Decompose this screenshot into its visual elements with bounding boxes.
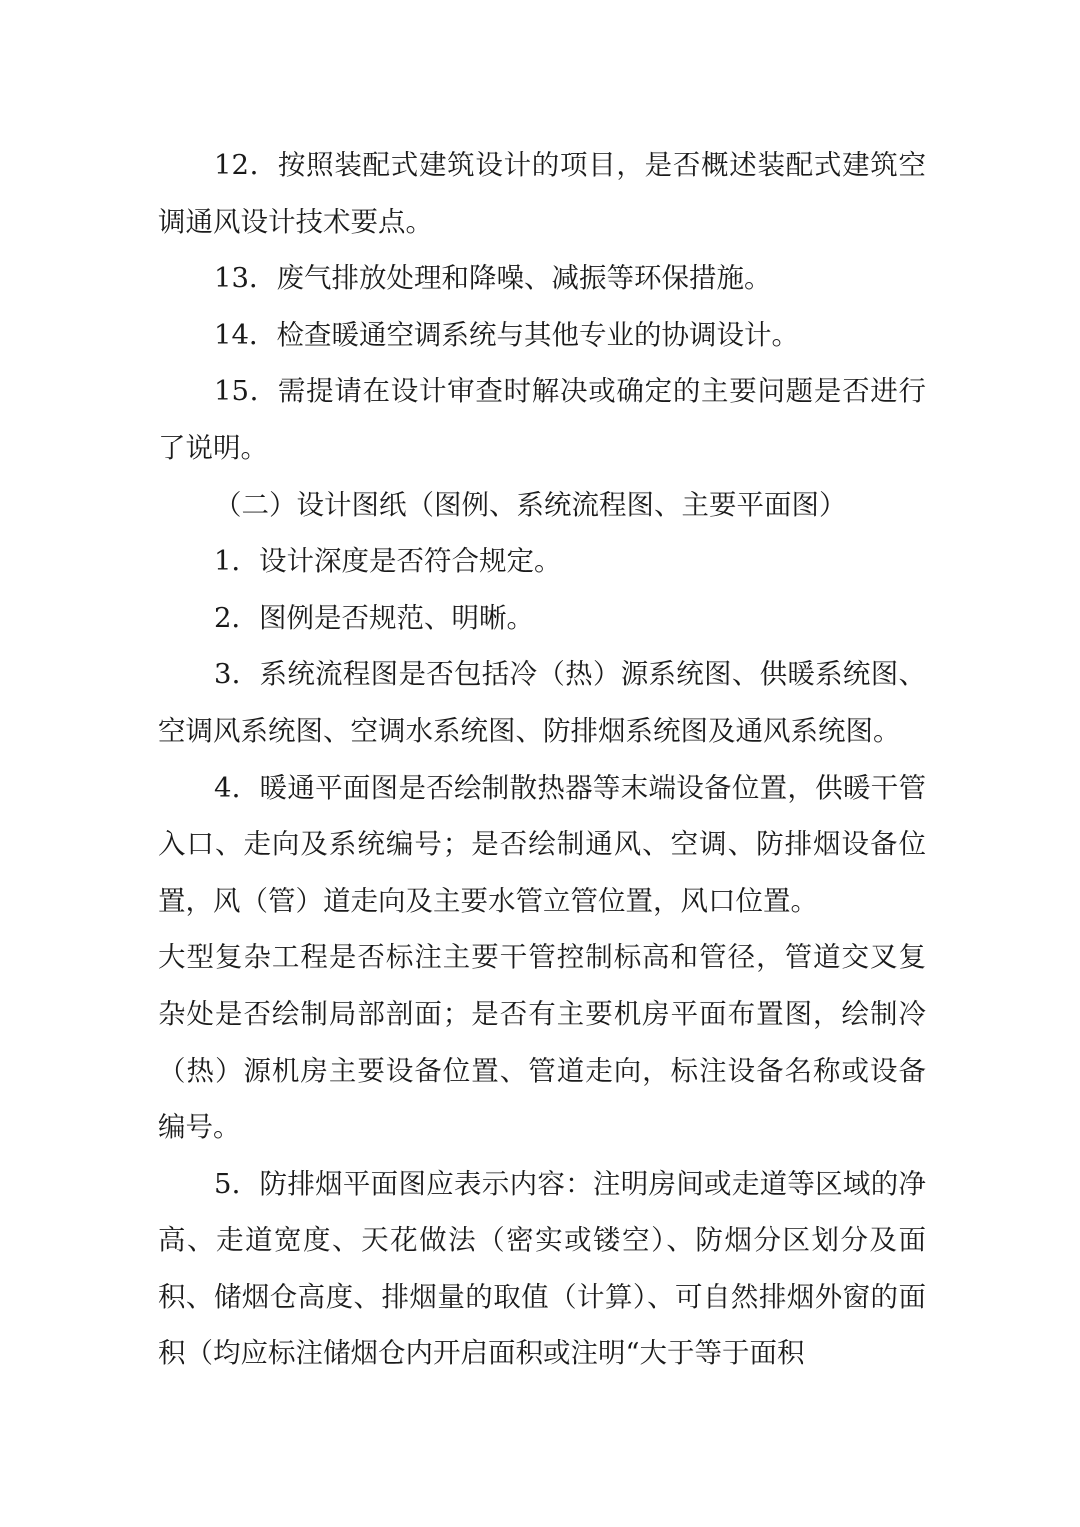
paragraph-item-4: 4．暖通平面图是否绘制散热器等末端设备位置，供暖干管入口、走向及系统编号；是否绘制通风、空调、防排烟设备位置，风（管）道走向及主要水管立管位置，风口位置。	[158, 771, 926, 917]
paragraph-item-12: 12．按照装配式建筑设计的项目，是否概述装配式建筑空调通风设计技术要点。	[158, 149, 926, 238]
paragraph-item-15: 15．需提请在设计审查时解决或确定的主要问题是否进行了说明。	[158, 375, 926, 464]
paragraph-item-4-continued: 大型复杂工程是否标注主要干管控制标高和管径，管道交叉复杂处是否绘制局部剖面；是否有主要机房平面布置图，绘制冷（热）源机房主要设备位置、管道走向，标注设备名称或设备编号。	[158, 941, 926, 1144]
paragraph-item-5: 5．防排烟平面图应表示内容：注明房间或走道等区域的净高、走道宽度、天花做法（密实或镂空）、防烟分区划分及面积、储烟仓高度、排烟量的取值（计算）、可自然排烟外窗的面积（均应标注储烟仓内开启面积或注明“大于等于面积	[158, 1167, 926, 1370]
document-body	[158, 137, 926, 1382]
paragraph-item-1: 1．设计深度是否符合规定。	[214, 545, 562, 578]
section-heading: （二）设计图纸（图例、系统流程图、主要平面图）	[214, 488, 847, 521]
paragraph-item-14: 14．检查暖通空调系统与其他专业的协调设计。	[214, 318, 799, 351]
paragraph-item-3: 3．系统流程图是否包括冷（热）源系统图、供暖系统图、空调风系统图、空调水系统图、防排烟系统图及通风系统图。	[158, 658, 926, 747]
paragraph-item-13: 13．废气排放处理和降噪、减振等环保措施。	[214, 262, 772, 295]
paragraph-item-2: 2．图例是否规范、明晰。	[214, 601, 534, 634]
